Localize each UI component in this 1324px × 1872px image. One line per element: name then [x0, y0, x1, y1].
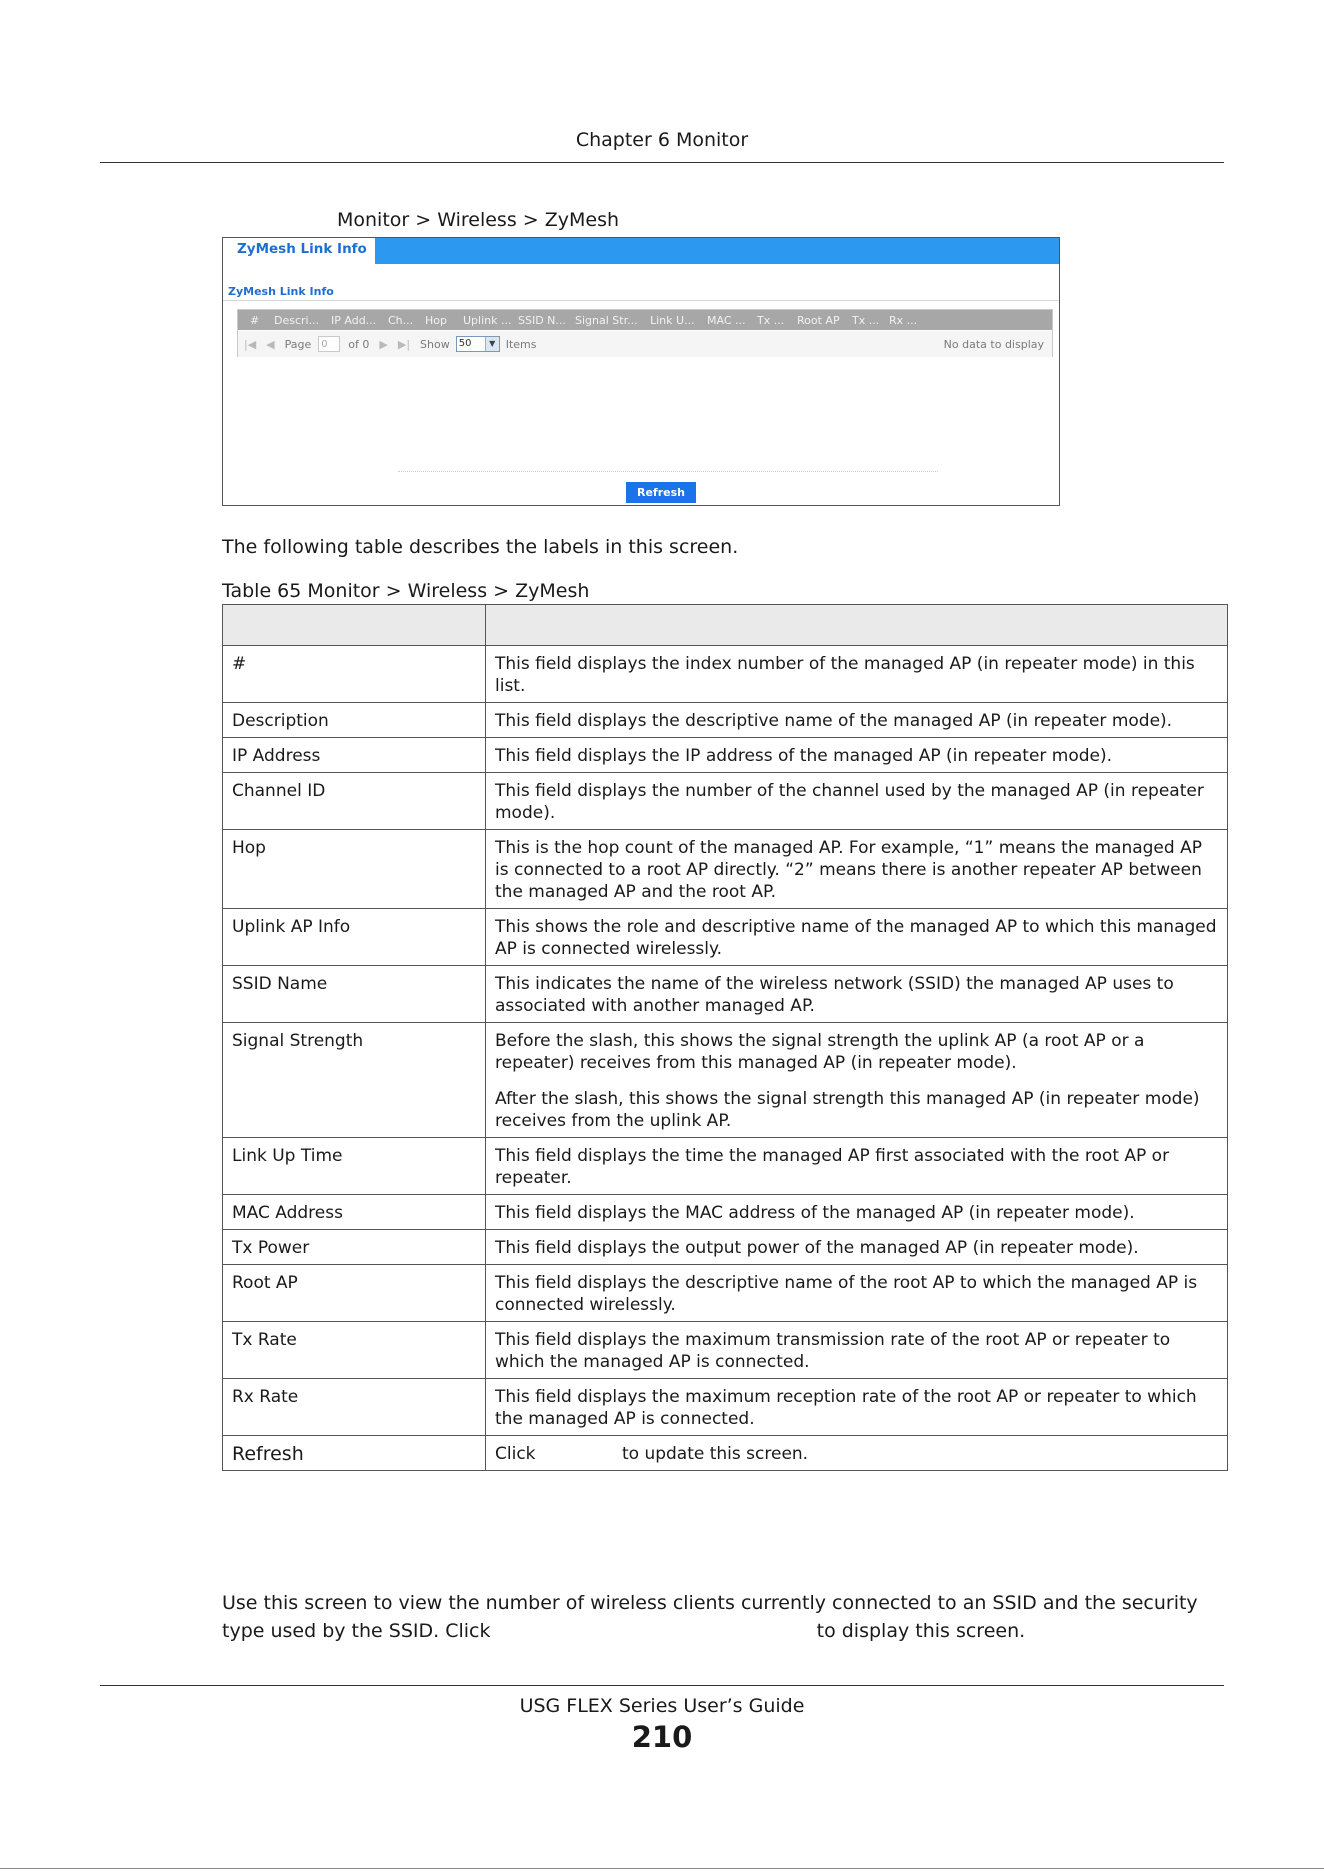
description-paragraph: This field displays the output power of the managed AP (in repeater mode). [495, 1238, 1139, 1258]
chevron-down-icon: ▼ [485, 337, 499, 351]
description-paragraph: This field displays the IP address of the managed AP (in repeater mode). [495, 746, 1113, 766]
table-row [223, 909, 1228, 966]
row-label: Signal Strength [223, 1023, 486, 1138]
row-label: Rx Rate [223, 1379, 486, 1436]
row-label: MAC Address [223, 1195, 486, 1230]
row-label: Refresh [223, 1436, 486, 1471]
dotted-separator [398, 471, 938, 472]
section-label: ZyMesh Link Info [228, 285, 334, 298]
row-description [486, 1195, 1228, 1230]
table-row [223, 738, 1228, 773]
table-row [223, 1379, 1228, 1436]
row-description [486, 1138, 1228, 1195]
table-row [223, 830, 1228, 909]
row-label: Tx Rate [223, 1322, 486, 1379]
description-paragraph: This field displays the index number of the managed AP (in repeater mode) in this list. [495, 654, 1201, 696]
grid-column-header[interactable]: MAC ... [707, 313, 746, 327]
description-paragraph: This field displays the number of the channel used by the managed AP (in repeater mode). [495, 781, 1210, 823]
row-label: # [223, 646, 486, 703]
row-description [486, 703, 1228, 738]
intro-text: The following table describes the labels in this screen. [222, 536, 739, 558]
page-number-input[interactable]: 0 [318, 336, 340, 352]
row-description [486, 1265, 1228, 1322]
description-paragraph: This field displays the time the managed AP first associated with the root AP or repeater. [495, 1146, 1175, 1188]
row-label: Link Up Time [223, 1138, 486, 1195]
grid-column-header[interactable]: Root AP [797, 313, 840, 327]
table-row [223, 646, 1228, 703]
grid-column-header[interactable]: Signal Str... [575, 313, 638, 327]
show-label: Show [420, 337, 450, 351]
row-description [486, 1436, 1228, 1471]
table-row [223, 1023, 1228, 1138]
items-per-page-value: 50 [458, 338, 472, 349]
next-page-icon[interactable]: ▶ [379, 337, 388, 351]
row-label: Channel ID [223, 773, 486, 830]
first-page-icon[interactable]: |◀ [244, 337, 257, 351]
row-label: Hop [223, 830, 486, 909]
description-paragraph: After the slash, this shows the signal strength this managed AP (in repeater mode) receives from the uplink AP. [495, 1089, 1205, 1131]
no-data-message: No data to display [943, 337, 1044, 351]
row-description [486, 1230, 1228, 1265]
grid-column-header[interactable]: Tx ... [852, 313, 880, 327]
page-label: Page [284, 337, 312, 351]
grid-column-header[interactable]: Descri... [274, 313, 320, 327]
description-paragraph: This field displays the descriptive name of the root AP to which the managed AP is connected wirelessly. [495, 1273, 1203, 1315]
section-divider [223, 300, 1059, 301]
row-description [486, 773, 1228, 830]
grid-column-header[interactable]: Link U... [650, 313, 695, 327]
body-paragraph: Use this screen to view the number of wireless clients currently connected to an SSID and the security type used by the SSID. Click to display this screen. [222, 1592, 1204, 1642]
table-header-label [223, 605, 486, 646]
row-label: Tx Power [223, 1230, 486, 1265]
grid-column-header[interactable]: # [250, 313, 260, 327]
row-description [486, 1023, 1228, 1138]
row-description [486, 1322, 1228, 1379]
grid-column-header[interactable]: Uplink ... [463, 313, 512, 327]
description-paragraph: This is the hop count of the managed AP. For example, “1” means the managed AP is connected to a root AP directly. “2” means there is another repeater AP between the managed AP and the root AP. [495, 838, 1208, 902]
table-row [223, 1436, 1228, 1471]
row-label: Uplink AP Info [223, 909, 486, 966]
chapter-title: Chapter 6 Monitor [575, 129, 749, 151]
page-number: 210 [631, 1720, 693, 1754]
table-header-row [223, 605, 1228, 646]
row-label: IP Address [223, 738, 486, 773]
page-of-label: of 0 [348, 337, 370, 351]
zymesh-grid [237, 309, 1053, 357]
screenshot-figure [222, 237, 1060, 506]
table-row [223, 1195, 1228, 1230]
grid-column-header[interactable]: IP Add... [331, 313, 377, 327]
table-header-description [486, 605, 1228, 646]
row-label: SSID Name [223, 966, 486, 1023]
page-edge-rule [0, 1868, 1324, 1869]
table-row [223, 1230, 1228, 1265]
row-description [486, 966, 1228, 1023]
tab-zymesh-link-info[interactable]: ZyMesh Link Info [223, 238, 375, 264]
description-paragraph: Click to update this screen. [495, 1444, 809, 1464]
row-description [486, 1379, 1228, 1436]
description-paragraph: This field displays the maximum reception rate of the root AP or repeater to which the managed AP is connected. [495, 1387, 1203, 1429]
table-row [223, 703, 1228, 738]
prev-page-icon[interactable]: ◀ [266, 337, 275, 351]
grid-column-header[interactable]: Tx ... [757, 313, 785, 327]
table-caption: Table 65 Monitor > Wireless > ZyMesh [222, 580, 590, 602]
grid-column-header[interactable]: SSID N... [518, 313, 566, 327]
grid-column-header[interactable]: Hop [425, 313, 447, 327]
table-row [223, 966, 1228, 1023]
description-paragraph: This field displays the MAC address of the managed AP (in repeater mode). [495, 1203, 1135, 1223]
row-label: Description [223, 703, 486, 738]
table-row [223, 1138, 1228, 1195]
table-row [223, 773, 1228, 830]
grid-column-header[interactable]: Ch... [388, 313, 414, 327]
description-paragraph: This field displays the descriptive name of the managed AP (in repeater mode). [495, 711, 1173, 731]
items-per-page-select[interactable] [456, 336, 500, 352]
table-row [223, 1322, 1228, 1379]
refresh-button[interactable]: Refresh [626, 482, 696, 503]
label-description-table [222, 604, 1228, 1471]
description-paragraph: This indicates the name of the wireless network (SSID) the managed AP uses to associated with another managed AP. [495, 974, 1180, 1016]
grid-header-row [238, 310, 1052, 330]
table-row [223, 1265, 1228, 1322]
row-description [486, 909, 1228, 966]
row-description [486, 830, 1228, 909]
description-paragraph: This field displays the maximum transmission rate of the root AP or repeater to which the managed AP is connected. [495, 1330, 1176, 1372]
row-description [486, 738, 1228, 773]
description-paragraph: Before the slash, this shows the signal strength the uplink AP (a root AP or a repeater) receives from this managed AP (in repeater mode). [495, 1031, 1150, 1073]
header-rule [100, 162, 1224, 163]
description-paragraph: This shows the role and descriptive name of the managed AP to which this managed AP is connected wirelessly. [495, 917, 1222, 959]
last-page-icon[interactable]: ▶| [397, 337, 411, 351]
guide-title: USG FLEX Series User’s Guide [519, 1695, 805, 1717]
figure-caption: Monitor > Wireless > ZyMesh [337, 209, 620, 231]
footer-rule [100, 1685, 1224, 1686]
row-description [486, 646, 1228, 703]
items-label: Items [505, 337, 537, 351]
row-label: Root AP [223, 1265, 486, 1322]
pager-row [238, 331, 1052, 357]
grid-column-header[interactable]: Rx ... [889, 313, 918, 327]
